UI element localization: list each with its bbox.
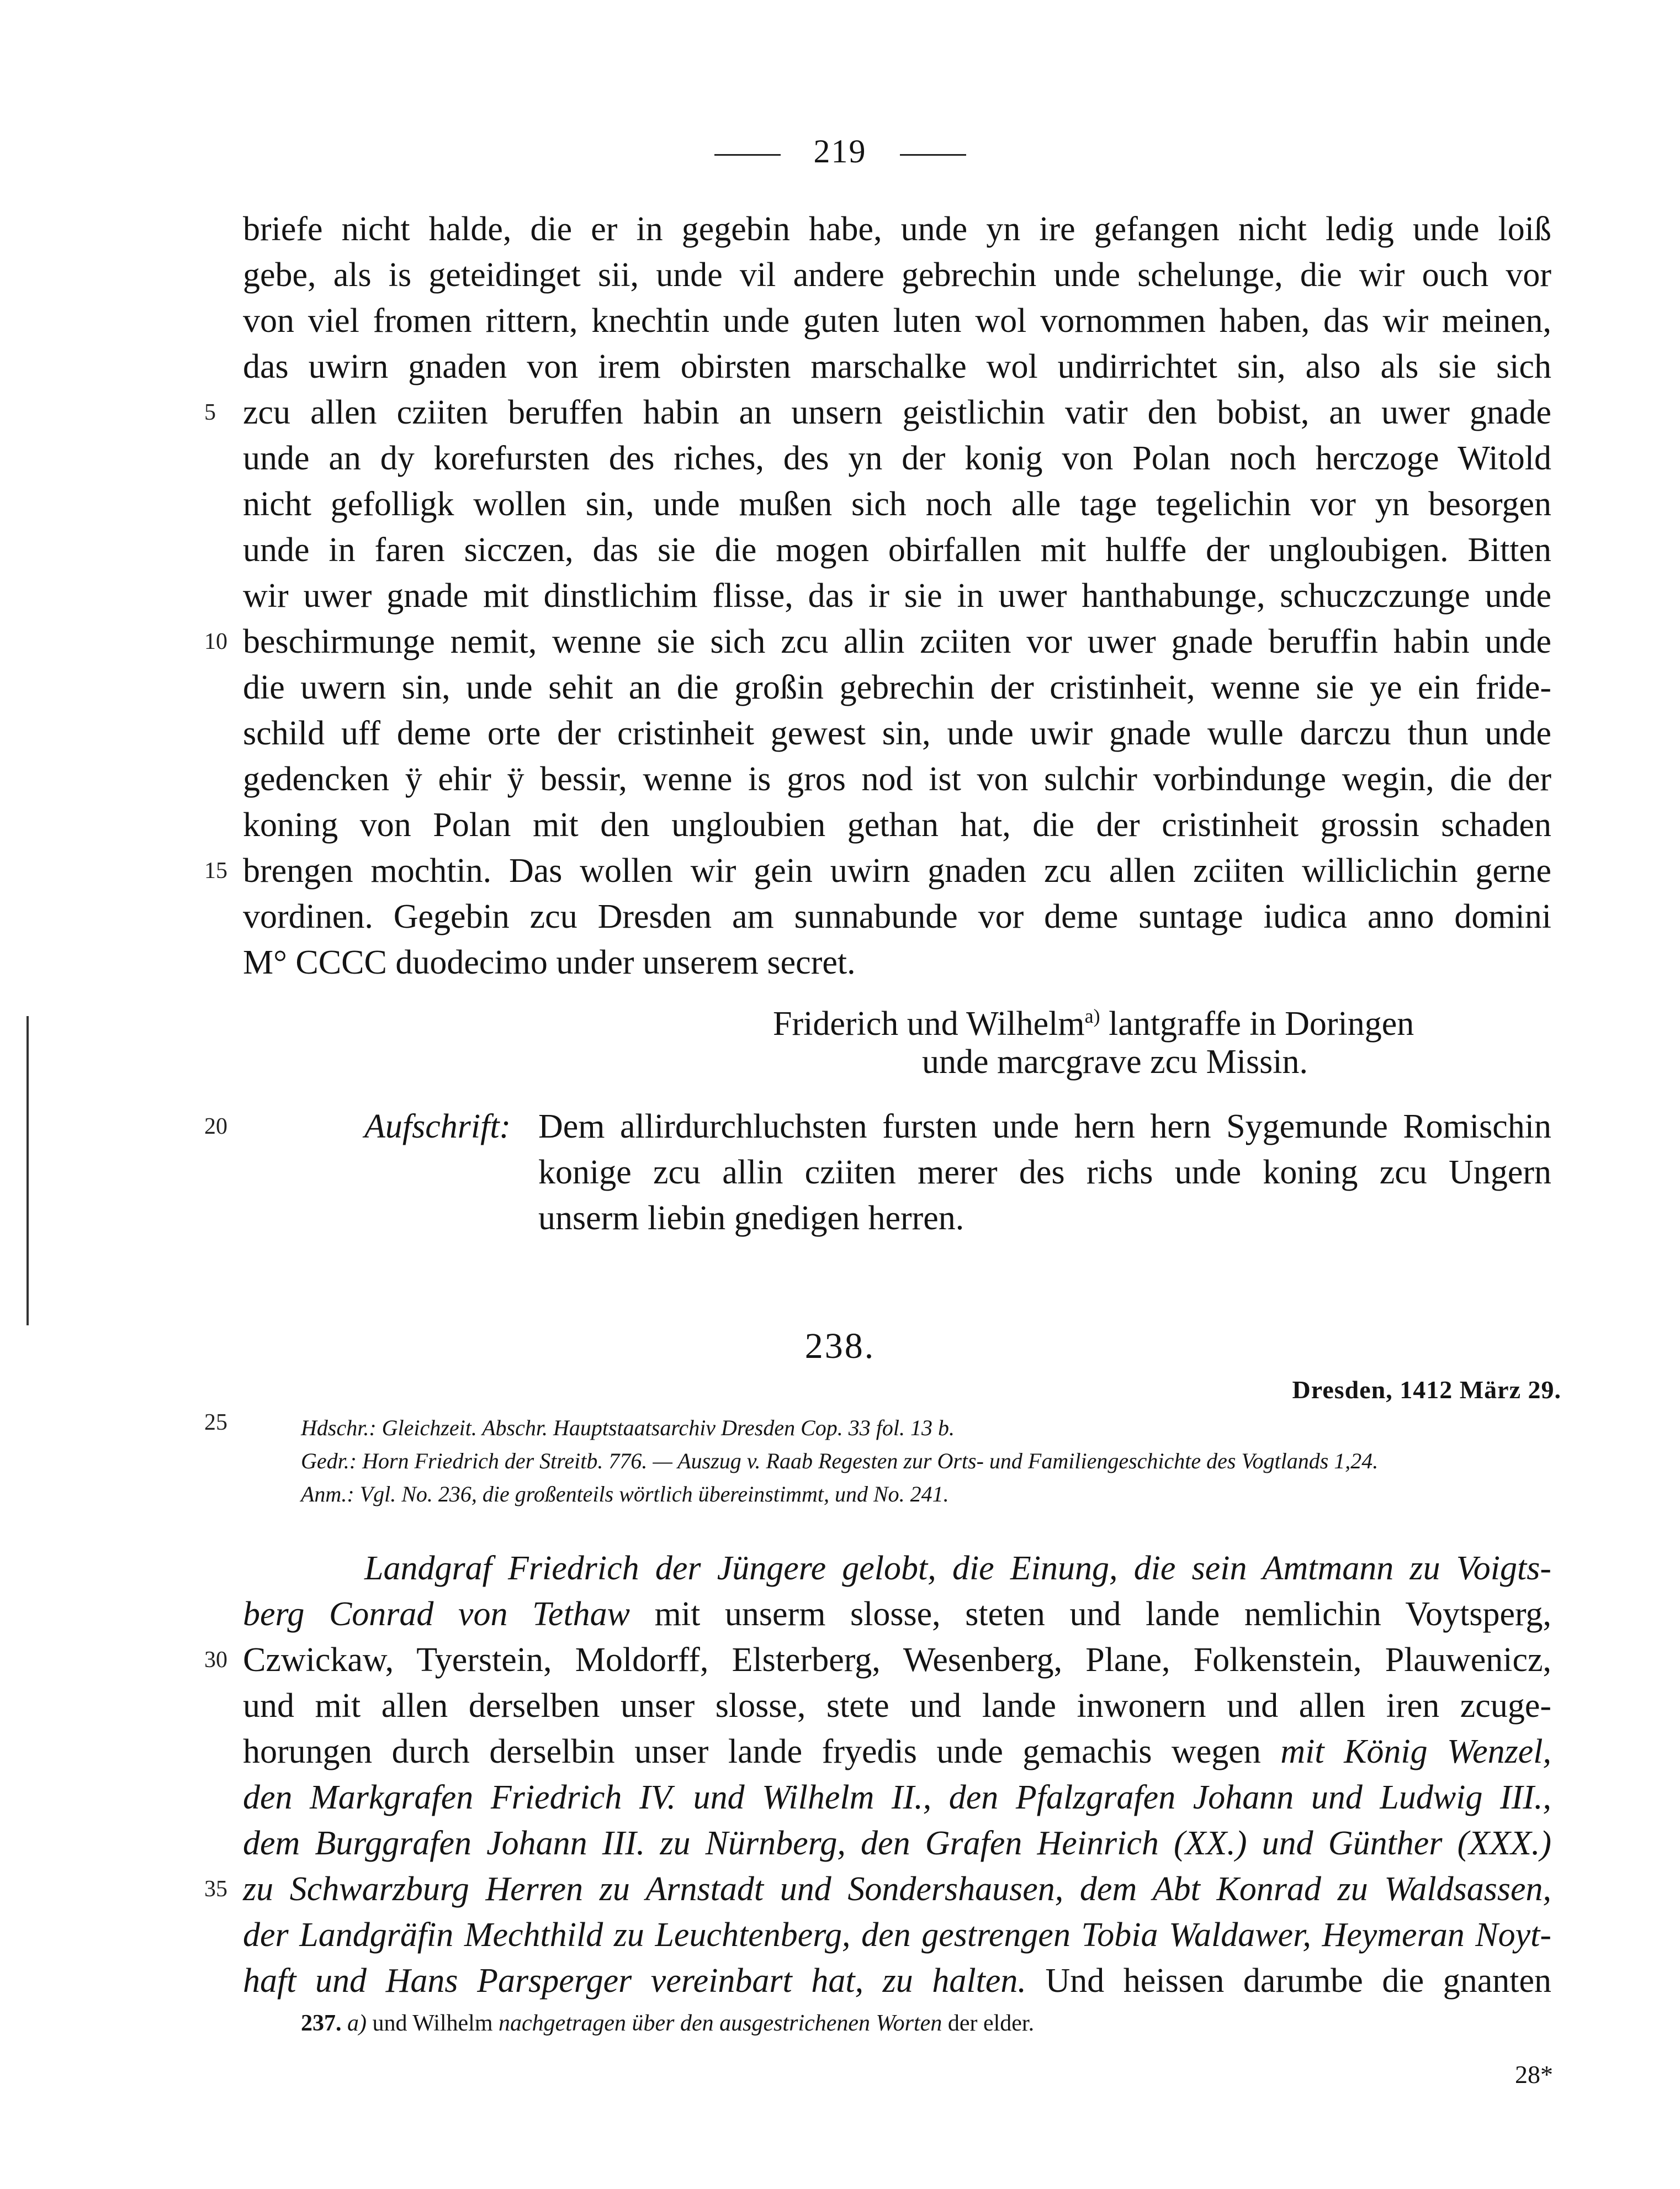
letter-line: M° CCCC duodecimo under unserem secret. [243, 944, 856, 981]
regest-line: den Markgrafen Friedrich IV. und Wilhelm II., den Pfalzgrafen Johann und Ludwig III., [243, 1779, 1551, 1816]
letter-line: das uwirn gnaden von irem obirsten marschalke wol undirrichtet sin, also als sie sich [243, 348, 1551, 385]
line-number: 10 [204, 629, 227, 654]
address-label: Aufschrift: [364, 1108, 511, 1145]
signature-names: Friderich und Wilhelm [773, 1005, 1085, 1043]
regest-roman: horungen durch derselbin unser lande fryedis unde gemachis wegen [243, 1733, 1281, 1770]
address-line: unserm liebin gnedigen herren. [538, 1199, 964, 1237]
line-number: 30 [204, 1647, 227, 1673]
apparatus-note: Anm.: Vgl. No. 236, die großenteils wörtlich übereinstimmt, und No. 241. [301, 1482, 949, 1506]
header-dash-right [900, 154, 966, 156]
footnote-text-end: der elder. [942, 2011, 1035, 2036]
signature-line-1 [773, 994, 1414, 1046]
regest-italic: mit König Wenzel, [1280, 1733, 1552, 1770]
footnote-text-italic: nachgetragen über den ausgestrichenen Worten [499, 2011, 942, 2036]
footnote [301, 2010, 1034, 2037]
letter-line: brengen mochtin. Das wollen wir gein uwirn gnaden zcu allen zciiten williclichin gerne [243, 852, 1551, 890]
line-number: 5 [204, 400, 216, 425]
address-line: konige zcu allin cziiten merer des richs unde koning zcu Ungern [538, 1154, 1551, 1191]
footnote-ref: 237. [301, 2011, 342, 2036]
footnote-mark-a: a) [1084, 1005, 1100, 1027]
letter-line: zcu allen cziiten beruffen habin an unsern geistlichin vatir den bobist, an uwer gnade [243, 394, 1551, 431]
letter-line: gedencken ÿ ehir ÿ bessir, wenne is gros nod ist von sulchir vorbindunge wegin, die der [243, 760, 1551, 798]
regest-line [243, 1959, 1551, 2003]
regest-line: zu Schwarzburg Herren zu Arnstadt und Sondershausen, dem Abt Konrad zu Waldsassen, [243, 1870, 1551, 1908]
line-number: 15 [204, 858, 227, 884]
letter-line: unde an dy korefursten des riches, des yn der konig von Polan noch herczoge Witold [243, 440, 1551, 477]
page-number: 219 [813, 133, 867, 170]
line-number: 35 [204, 1876, 227, 1902]
apparatus-manuscript: Hdschr.: Gleichzeit. Abschr. Hauptstaatsarchiv Dresden Cop. 33 fol. 13 b. [301, 1415, 955, 1440]
letter-line: nicht gefolligk wollen sin, unde mußen sich noch alle tage tegelichin vor yn besorgen [243, 485, 1551, 523]
regest-line: dem Burggrafen Johann III. zu Nürnberg, den Grafen Heinrich (XX.) und Günther (XXX.) [243, 1825, 1551, 1862]
signature-line-2: unde marcgrave zcu Missin. [922, 1043, 1308, 1081]
letter-line: die uwern sin, unde sehit an die großin gebrechin der cristinheit, wenne sie ye ein fride- [243, 669, 1551, 706]
regest-line: der Landgräfin Mechthild zu Leuchtenberg, den gestrengen Tobia Waldawer, Heymeran Noyt- [243, 1916, 1551, 1954]
letter-line: von viel fromen rittern, knechtin unde guten luten wol vornommen haben, das wir meinen, [243, 302, 1551, 340]
letter-line: gebe, als is geteidinget sii, unde vil andere gebrechin unde schelunge, die wir ouch vor [243, 256, 1551, 294]
letter-line: wir uwer gnade mit dinstlichim flisse, das ir sie in uwer hanthabunge, schuczczunge unde [243, 577, 1551, 615]
regest-line [243, 1592, 1551, 1636]
page-number-header [0, 133, 1680, 171]
footnote-text: und Wilhelm [367, 2011, 499, 2036]
regest-line: Czwickaw, Tyerstein, Moldorff, Elsterberg, Wesenberg, Plane, Folkenstein, Plauwenicz, [243, 1641, 1551, 1679]
regest-italic: haft und Hans Parsperger vereinbart hat, zu halten. [243, 1962, 1026, 2000]
letter-line: schild uff deme orte der cristinheit gewest sin, unde uwir gnade wulle darczu thun unde [243, 715, 1551, 752]
regest-roman: Und heissen darumbe die gnanten [1026, 1962, 1551, 2000]
letter-line: briefe nicht halde, die er in gegebin habe, unde yn ire gefangen nicht ledig unde loiß [243, 210, 1551, 248]
address-line: Dem allirdurchluchsten fursten unde hern hern Sygemunde Romischin [538, 1108, 1551, 1145]
document-number: 238. [804, 1326, 876, 1366]
letter-line: koning von Polan mit den ungloubien gethan hat, die der cristinheit grossin schaden [243, 806, 1551, 844]
signature-title: lantgraffe in Doringen [1100, 1005, 1414, 1043]
regest-line [243, 1730, 1551, 1774]
apparatus-printed: Gedr.: Horn Friedrich der Streitb. 776. — Auszug v. Raab Regesten zur Orts- und Familiengeschichte des Vogtlands 1,24. [301, 1448, 1379, 1473]
line-number: 20 [204, 1114, 227, 1139]
regest-line: Landgraf Friedrich der Jüngere gelobt, die Einung, die sein Amtmann zu Voigts- [364, 1550, 1551, 1587]
footnote-mark: a) [347, 2011, 367, 2036]
letter-line: vordinen. Gegebin zcu Dresden am sunnabunde vor deme suntage iudica anno domini [243, 898, 1551, 935]
regest-roman: mit unserm slosse, steten und lande nemlichin Voytsperg, [630, 1595, 1552, 1633]
letter-line: beschirmunge nemit, wenne sie sich zcu allin zciiten vor uwer gnade beruffin habin unde [243, 623, 1551, 660]
regest-line: und mit allen derselben unser slosse, stete und lande inwonern und allen iren zcuge- [243, 1687, 1551, 1725]
regest-italic: berg Conrad von Tethaw [243, 1595, 630, 1633]
printer-signature-mark: 28* [1515, 2060, 1553, 2088]
dateline: Dresden, 1412 März 29. [1292, 1376, 1561, 1404]
header-dash-left [714, 154, 781, 156]
scan-margin-stroke [27, 1016, 29, 1325]
letter-line: unde in faren sicczen, das sie die mogen obirfallen mit hulffe der ungloubigen. Bitten [243, 531, 1551, 569]
line-number: 25 [204, 1410, 227, 1435]
